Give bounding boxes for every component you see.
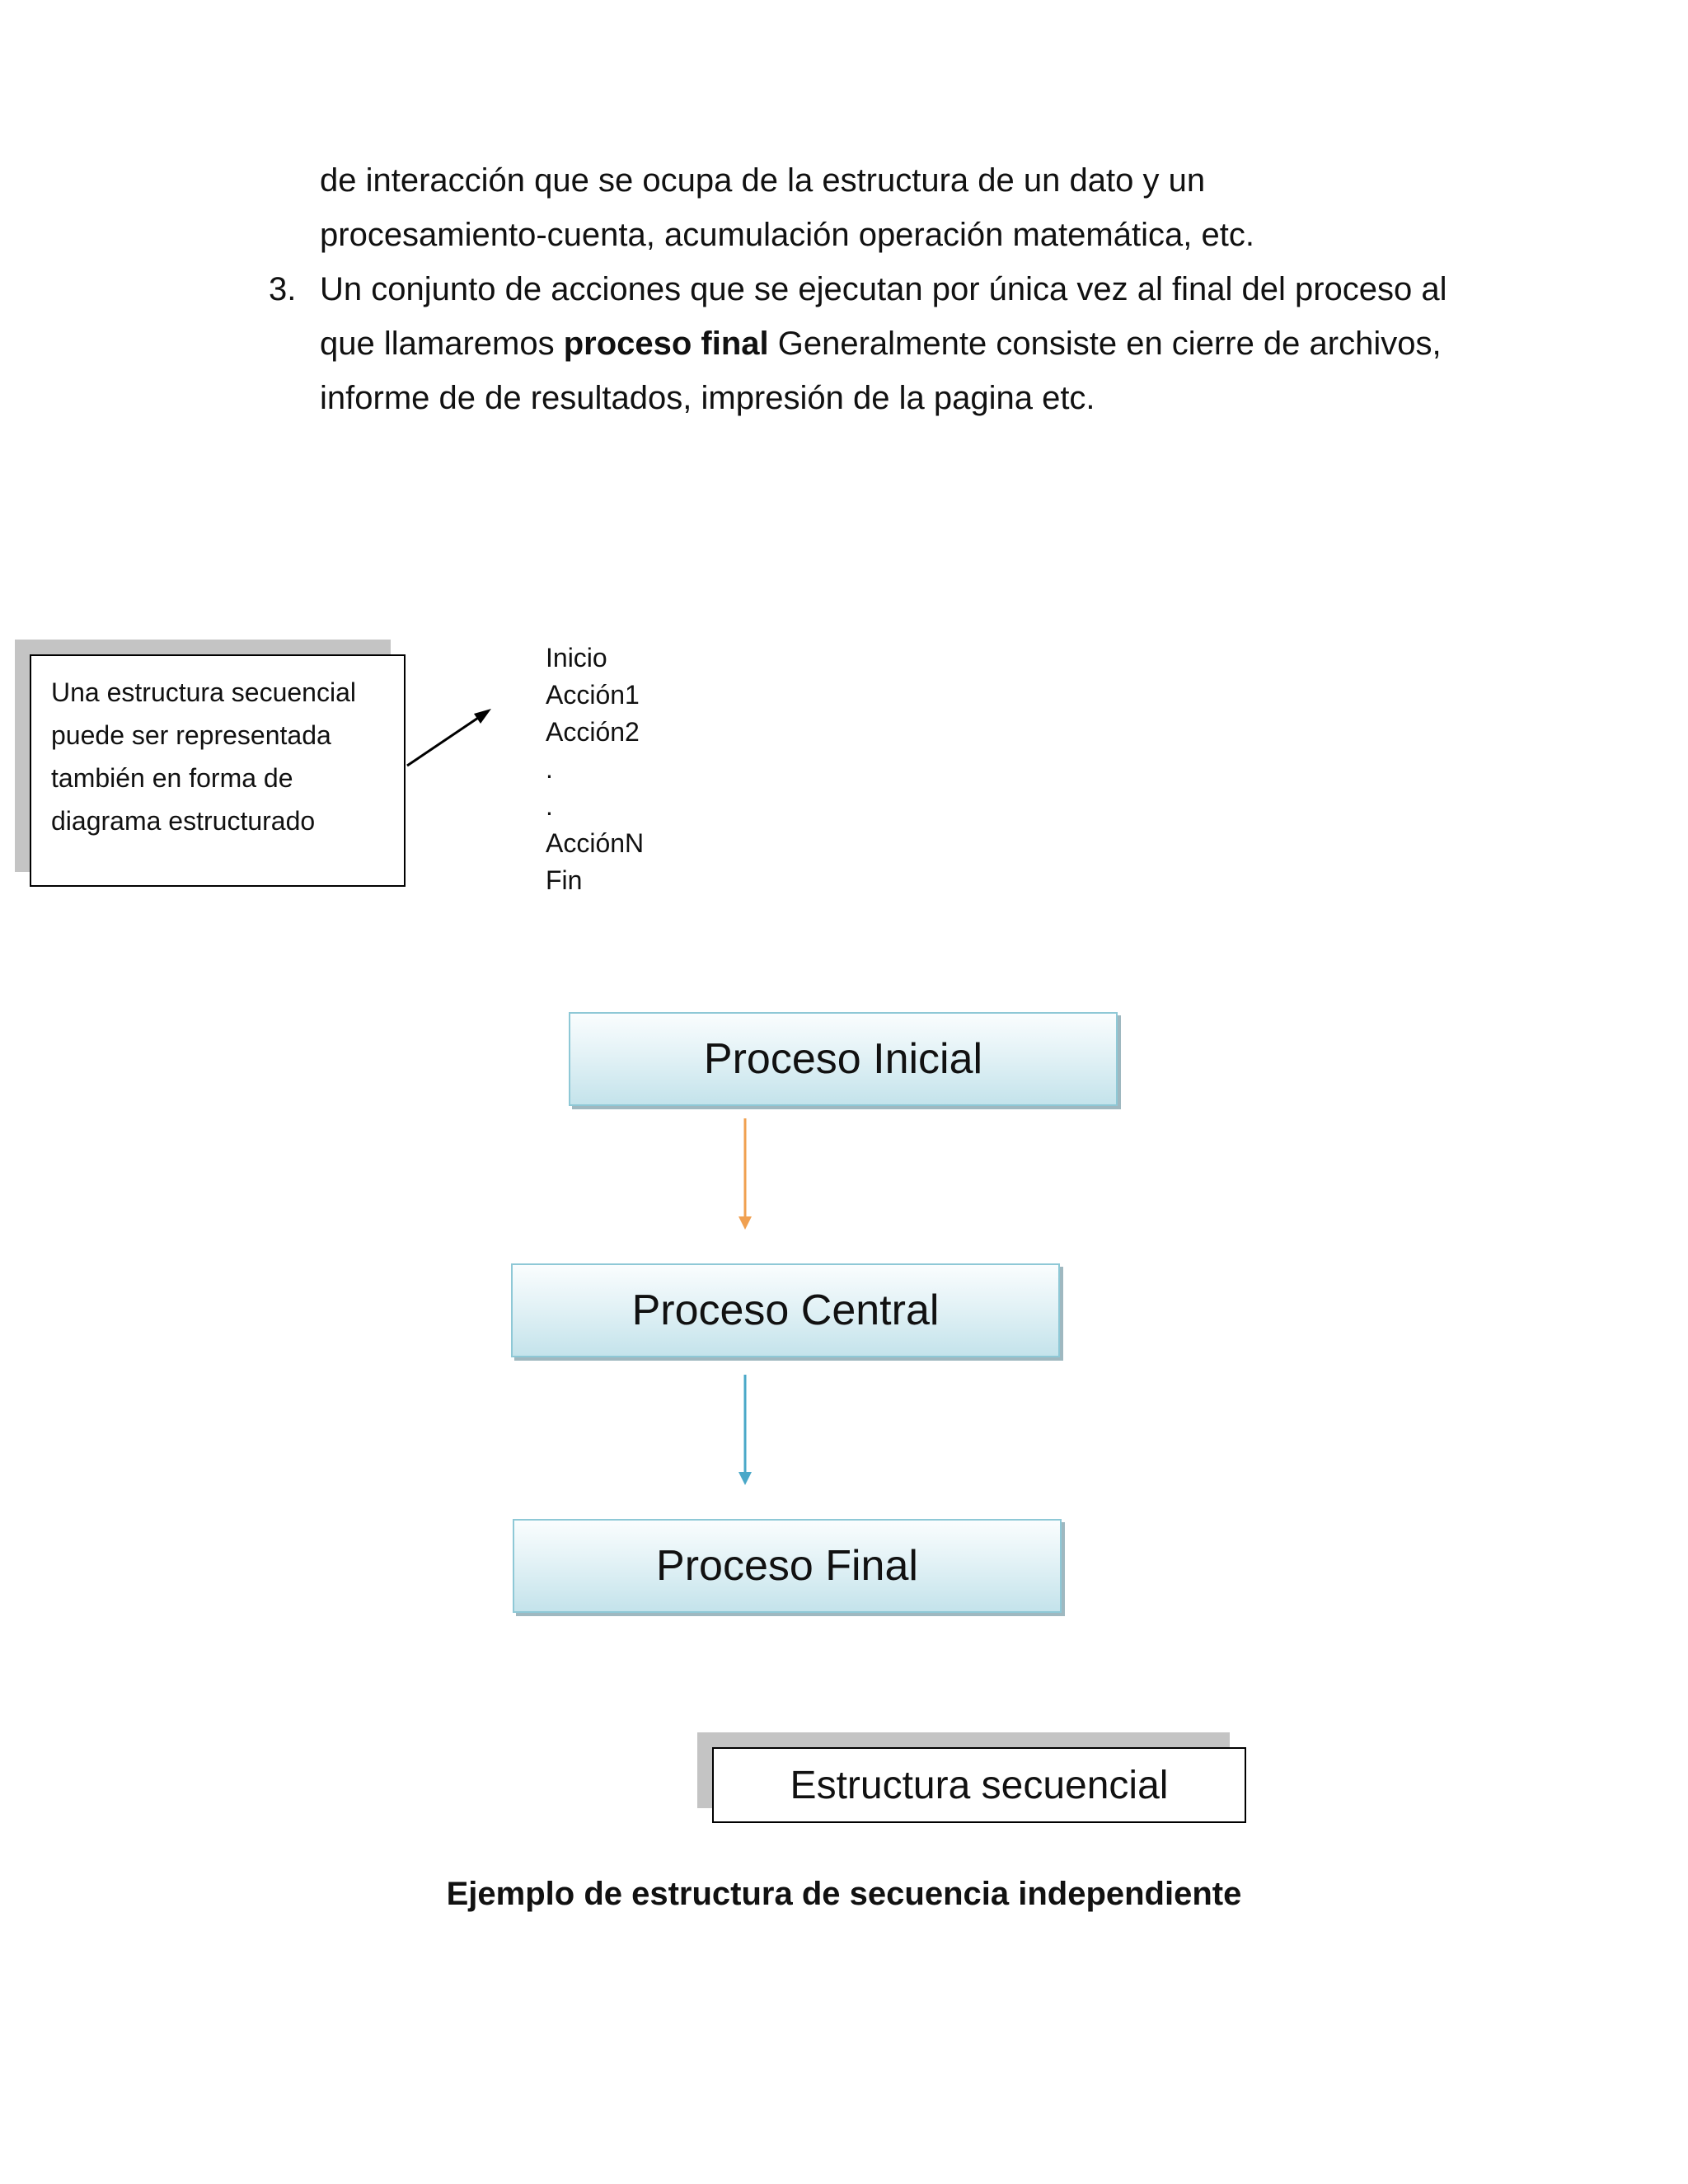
intro-paragraph bbox=[320, 153, 1556, 262]
figure-caption: Ejemplo de estructura de secuencia independiente bbox=[446, 1876, 1242, 1912]
pseudocode-line: Fin bbox=[546, 865, 583, 895]
intro-line-2: procesamiento-cuenta, acumulación operación matemática, etc. bbox=[320, 217, 1254, 253]
caption-box: Estructura secuencial bbox=[712, 1747, 1246, 1823]
item3-line-2-suffix: Generalmente consiste en cierre de archivos, bbox=[768, 326, 1442, 362]
pseudocode-block bbox=[546, 640, 644, 899]
process-box-central: Proceso Central bbox=[511, 1263, 1060, 1357]
pseudocode-line: . bbox=[546, 791, 553, 821]
pseudocode-line: Inicio bbox=[546, 643, 607, 673]
callout-box bbox=[30, 654, 406, 887]
process-box-inicial: Proceso Inicial bbox=[569, 1012, 1118, 1106]
item3-line-3: informe de de resultados, impresión de la pagina etc. bbox=[320, 380, 1095, 416]
callout-line-3: también en forma de bbox=[51, 763, 293, 793]
item3-line-2 bbox=[320, 316, 1447, 371]
pseudocode-line: Acción1 bbox=[546, 680, 640, 710]
callout-pointer-arrow bbox=[407, 709, 491, 766]
process-box-final: Proceso Final bbox=[513, 1519, 1062, 1613]
pseudocode-line: . bbox=[546, 754, 553, 784]
list-item-body bbox=[320, 262, 1447, 425]
pseudocode-line: AcciónN bbox=[546, 828, 645, 858]
list-item-number: 3. bbox=[269, 271, 297, 307]
flow-arrow-central-to-final bbox=[738, 1375, 752, 1485]
intro-line-1: de interacción que se ocupa de la estructura de un dato y un bbox=[320, 162, 1206, 199]
item3-bold-term: proceso final bbox=[563, 326, 769, 362]
callout-line-4: diagrama estructurado bbox=[51, 806, 316, 836]
item3-line-2-prefix: que llamaremos bbox=[320, 326, 564, 362]
callout-line-1: Una estructura secuencial bbox=[51, 677, 356, 707]
pseudocode-line: Acción2 bbox=[546, 717, 640, 747]
callout-line-2: puede ser representada bbox=[51, 720, 331, 750]
item3-line-1: Un conjunto de acciones que se ejecutan por única vez al final del proceso al bbox=[320, 271, 1447, 307]
flow-arrow-inicial-to-central bbox=[738, 1118, 752, 1230]
